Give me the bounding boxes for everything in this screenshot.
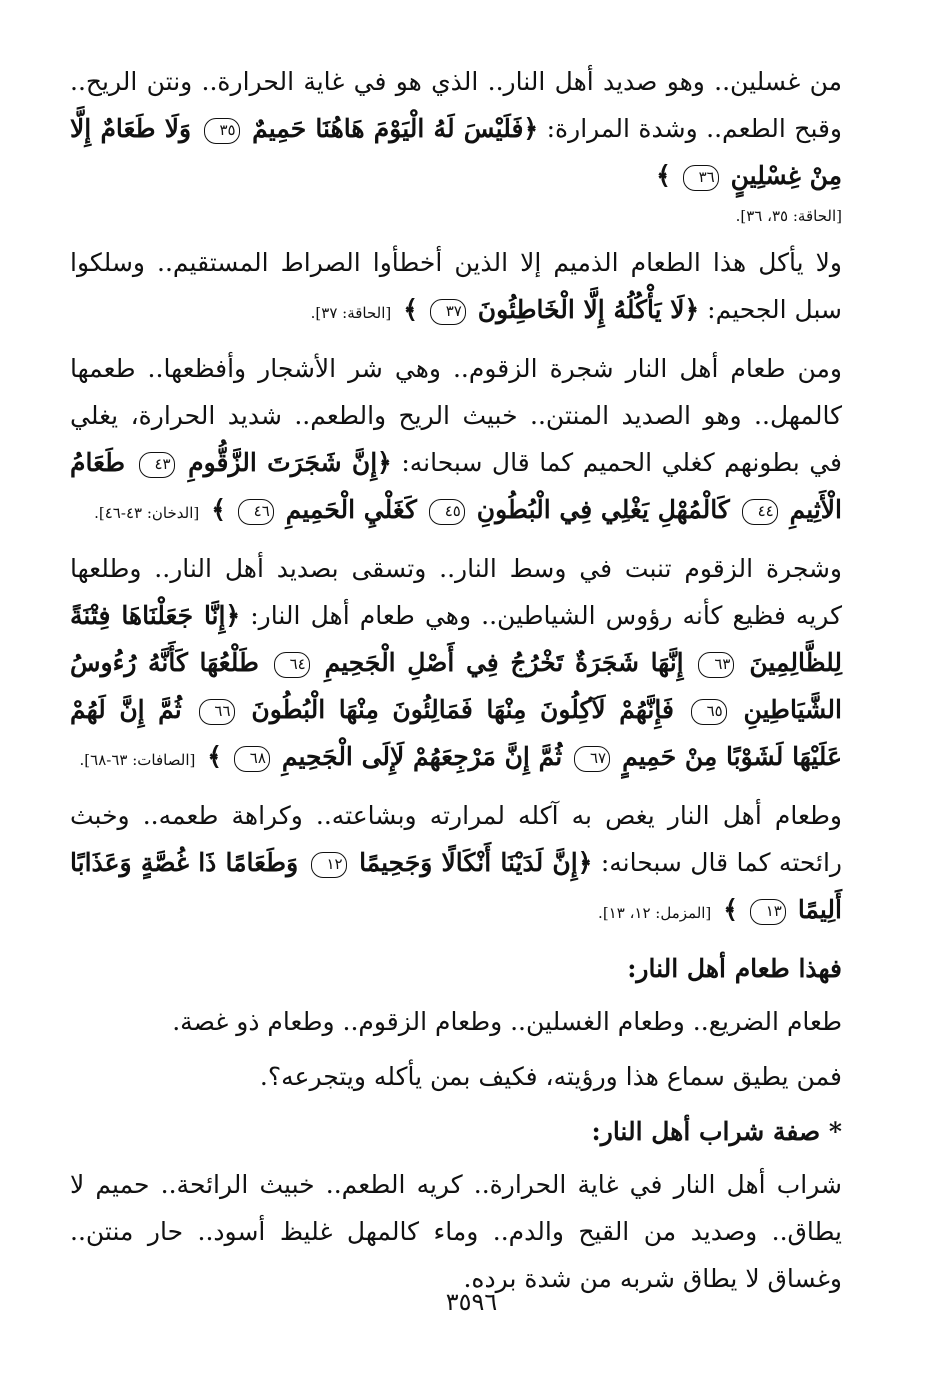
quran-verse: ﴿إِنَّ شَجَرَتَ الزَّقُّومِ: [188, 448, 392, 477]
paragraph-text: ولا يأكل هذا الطعام الذميم إلا الذين أخطأوا الصراط المستقيم.. وسلكوا سبل الجحيم:: [70, 248, 842, 324]
section-heading-food: فهذا طعام أهل النار:: [627, 954, 842, 983]
quran-bracket-close: ﴾: [723, 895, 738, 924]
verse-number: ٣٧: [430, 299, 466, 325]
quran-verse: كَغَلْيِ الْحَمِيمِ: [285, 495, 417, 524]
paragraph-ghisleen: [70, 58, 842, 199]
paragraph-khatioon: [70, 239, 842, 337]
paragraph-zaqqum-tree: [70, 545, 842, 784]
verse-number: ٦٥: [691, 699, 727, 725]
verse-number: ١٢: [311, 852, 347, 878]
page-number: ٣٥٩٦: [445, 1288, 498, 1316]
verse-number: ٦٤: [274, 652, 310, 678]
quran-verse: فَإِنَّهُمْ لَآكِلُونَ مِنْهَا فَمَالِئُونَ مِنْهَا الْبُطُونَ: [251, 695, 674, 724]
quran-verse: إِنَّهَا شَجَرَةٌ تَخْرُجُ فِي أَصْلِ الْجَحِيمِ: [324, 648, 684, 677]
paragraph-ghussa: [70, 792, 842, 937]
verse-reference: [الحاقة: ٣٧].: [310, 304, 392, 322]
verse-number: ٤٣: [139, 452, 175, 478]
quran-verse: ثُمَّ إِنَّ لَهُمْ عَلَيْهَا لَشَوْبًا مِنْ حَمِيمٍ: [70, 695, 842, 771]
paragraph-text: من غسلين.. وهو صديد أهل النار.. الذي هو في غاية الحرارة.. ونتن الريح.. وقبح الطعم.. وشدة المرارة:: [70, 67, 843, 143]
verse-number: ٣٥: [204, 118, 240, 144]
verse-number: ٣٦: [683, 165, 719, 191]
summary-line: فمن يطيق سماع هذا ورؤيته، فكيف بمن يأكله ويتجرعه؟.: [259, 1062, 842, 1091]
quran-verse: ﴿إِنَّ لَدَيْنَا أَنْكَالًا وَجَحِيمًا: [359, 848, 593, 877]
quran-verse: ثُمَّ إِنَّ مَرْجِعَهُمْ لَإِلَى الْجَحِيمِ: [281, 742, 563, 771]
paragraph-text: وطعام أهل النار يغص به آكله لمرارته وبشاعته.. وكراهة طعمه.. وخبث رائحته كما قال سبحانه:: [70, 801, 842, 877]
verse-reference: [الصافات: ٦٣-٦٨].: [79, 751, 196, 769]
quran-verse: طَعَامُ الْأَثِيمِ: [70, 448, 842, 524]
verse-number: ٦٦: [199, 699, 235, 725]
quran-verse: ﴿إِنَّا جَعَلْنَاهَا فِتْنَةً لِلظَّالِمِينَ: [70, 601, 842, 677]
quran-bracket-close: ﴾: [207, 742, 222, 771]
quran-verse: ﴿لَا يَأْكُلُهُ إِلَّا الْخَاطِئُونَ: [477, 295, 700, 324]
paragraph-text: وشجرة الزقوم تنبت في وسط النار.. وتسقى بصديد أهل النار.. وطلعها كريه فظيع كأنه رؤوس الشياطين.. وهي طعام أهل النار:: [70, 554, 842, 630]
quran-bracket-close: ﴾: [656, 161, 671, 190]
verse-number: ٤٦: [238, 499, 274, 525]
verse-number: ٦٨: [234, 746, 270, 772]
verse-number: ٦٣: [698, 652, 734, 678]
quran-bracket-close: ﴾: [403, 295, 418, 324]
paragraph-zaqqum: [70, 345, 842, 537]
quran-verse: وَلَا طَعَامٌ إِلَّا مِنْ غِسْلِينٍ: [70, 114, 842, 190]
quran-bracket-close: ﴾: [211, 495, 226, 524]
verse-number: ١٣: [750, 899, 786, 925]
quran-verse: ﴿فَلَيْسَ لَهُ الْيَوْمَ هَاهُنَا حَمِيمٌ: [252, 114, 539, 143]
quran-verse: كَالْمُهْلِ يَغْلِي فِي الْبُطُونِ: [476, 495, 730, 524]
verse-number: ٦٧: [574, 746, 610, 772]
verse-reference: [الحاقة: ٣٥، ٣٦].: [735, 207, 842, 225]
verse-number: ٤٤: [742, 499, 778, 525]
section-heading-drink: * صفة شراب أهل النار:: [591, 1117, 842, 1146]
summary-line: طعام الضريع.. وطعام الغسلين.. وطعام الزقوم.. وطعام ذو غصة.: [172, 1007, 842, 1036]
quran-verse: وَطَعَامًا ذَا غُصَّةٍ وَعَذَابًا أَلِيمًا: [70, 848, 842, 924]
page-body: [70, 58, 842, 1310]
paragraph-drink: شراب أهل النار في غاية الحرارة.. كريه الطعم.. خبيث الرائحة.. حميم لا يطاق.. وصديد من القيح والدم.. وماء كالمهل غليظ أسود.. حار منتن.. وغساق لا يطاق شربه من شدة برده.: [70, 1170, 842, 1293]
quran-verse: طَلْعُهَا كَأَنَّهُ رُءُوسُ الشَّيَاطِينِ: [70, 648, 842, 724]
paragraph-text: ومن طعام أهل النار شجرة الزقوم.. وهي شر الأشجار وأفظعها.. طعمها كالمهل.. وهو الصديد المنتن.. خبيث الريح والطعم.. شديد الحرارة، يغلي في بطونهم كغلي الحميم كما قال سبحانه:: [70, 354, 843, 477]
verse-reference: [المزمل: ١٢، ١٣].: [598, 904, 712, 922]
verse-number: ٤٥: [429, 499, 465, 525]
verse-reference: [الدخان: ٤٣-٤٦].: [94, 504, 200, 522]
